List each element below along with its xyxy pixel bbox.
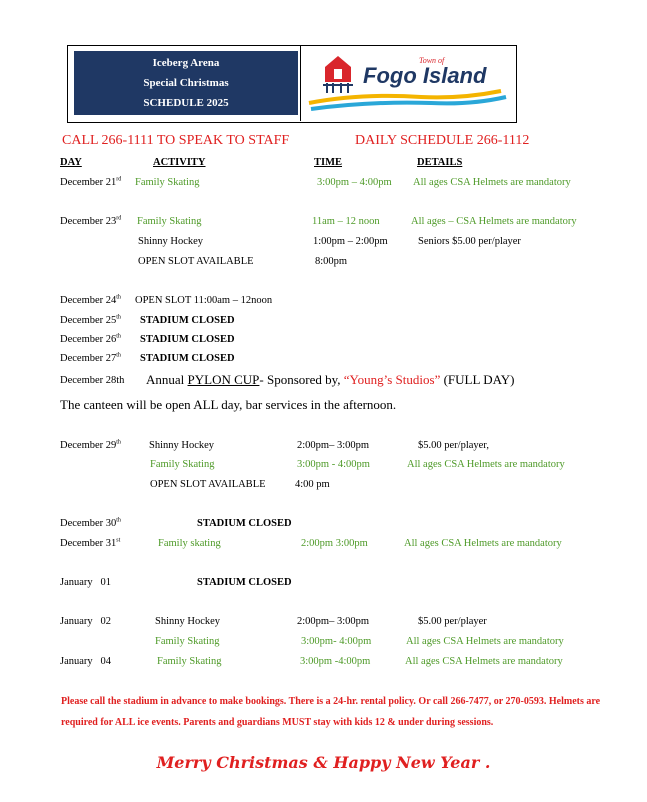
activity-cell: Family Skating xyxy=(157,656,222,667)
daily-schedule-phone: DAILY SCHEDULE 266-1112 xyxy=(355,133,530,148)
activity-cell: Shinny Hockey xyxy=(149,440,215,451)
time-cell: 3:00pm - 4:00pm xyxy=(297,459,370,470)
logo-name-text: Fogo Island xyxy=(363,63,487,88)
day-cell: December 23rd xyxy=(60,215,122,227)
day-cell: December 28th xyxy=(60,375,125,386)
day-cell: January 02 xyxy=(60,616,112,627)
activity-cell: OPEN SLOT 11:00am – 12noon xyxy=(135,295,273,306)
schedule-title-panel xyxy=(74,51,298,115)
staff-phone: CALL 266-1111 TO SPEAK TO STAFF xyxy=(62,133,290,148)
day-cell: January 01 xyxy=(60,577,112,588)
booking-policy-note: Please call the stadium in advance to make bookings. There is a 24-hr. rental policy. Or call 266-7477, or 270-0593. Helmets are required for ALL ice events. Parents and guardians MUST stay with kids 12 & under during sessions. xyxy=(61,696,601,728)
time-cell: 2:00pm– 3:00pm xyxy=(297,616,370,627)
details-cell: Seniors $5.00 per/player xyxy=(418,236,521,247)
activity-cell: STADIUM CLOSED xyxy=(140,334,235,345)
title-line-2: Special Christmas xyxy=(143,77,229,89)
time-cell: 8:00pm xyxy=(315,256,348,267)
time-cell: 3:00pm – 4:00pm xyxy=(317,177,392,188)
time-cell: 1:00pm – 2:00pm xyxy=(313,236,388,247)
holiday-greeting: Merry Christmas & Happy New Year . xyxy=(156,753,491,772)
day-cell: December 27th xyxy=(60,352,121,364)
time-cell: 3:00pm -4:00pm xyxy=(300,656,371,667)
pylon-cup-line: Annual PYLON CUP- Sponsored by, “Young’s Studios” (FULL DAY) xyxy=(146,372,515,387)
details-cell: $5.00 per/player, xyxy=(418,440,490,451)
activity-cell: STADIUM CLOSED xyxy=(197,577,292,588)
details-cell: All ages CSA Helmets are mandatory xyxy=(404,538,562,549)
details-cell: All ages CSA Helmets are mandatory xyxy=(406,636,564,647)
day-cell: December 25th xyxy=(60,314,121,326)
time-cell: 4:00 pm xyxy=(295,479,330,490)
day-cell: December 30th xyxy=(60,517,121,529)
activity-cell: Family skating xyxy=(158,538,221,549)
house-icon xyxy=(323,56,353,93)
title-line-3: SCHEDULE 2025 xyxy=(143,97,229,109)
activity-cell: OPEN SLOT AVAILABLE xyxy=(150,479,266,490)
activity-cell: OPEN SLOT AVAILABLE xyxy=(138,256,254,267)
logo-small-text: Town of xyxy=(419,56,445,65)
time-cell: 2:00pm 3:00pm xyxy=(301,538,368,549)
activity-cell: Shinny Hockey xyxy=(138,236,204,247)
activity-cell: STADIUM CLOSED xyxy=(140,353,235,364)
canteen-note: The canteen will be open ALL day, bar services in the afternoon. xyxy=(60,397,397,412)
column-time: TIME xyxy=(314,157,343,168)
activity-cell: STADIUM CLOSED xyxy=(140,315,235,326)
time-cell: 2:00pm– 3:00pm xyxy=(297,440,370,451)
column-details: DETAILS xyxy=(417,157,463,168)
column-activity: ACTIVITY xyxy=(153,157,206,168)
fogo-island-logo xyxy=(300,45,515,121)
activity-cell: STADIUM CLOSED xyxy=(197,518,292,529)
logo-graphic xyxy=(301,45,515,121)
details-cell: All ages CSA Helmets are mandatory xyxy=(405,656,563,667)
column-day: DAY xyxy=(60,157,82,168)
activity-cell: Family Skating xyxy=(135,177,200,188)
day-cell: December 29th xyxy=(60,439,121,451)
day-cell: December 31st xyxy=(60,537,121,549)
day-cell: December 24th xyxy=(60,294,121,306)
activity-cell: Family Skating xyxy=(150,459,215,470)
details-cell: All ages CSA Helmets are mandatory xyxy=(407,459,565,470)
details-cell: All ages – CSA Helmets are mandatory xyxy=(411,216,577,227)
day-cell: January 04 xyxy=(60,656,112,667)
details-cell: All ages CSA Helmets are mandatory xyxy=(413,177,571,188)
time-cell: 3:00pm- 4:00pm xyxy=(301,636,372,647)
activity-cell: Family Skating xyxy=(155,636,220,647)
day-cell: December 26th xyxy=(60,333,121,345)
day-cell: December 21rd xyxy=(60,176,122,188)
activity-cell: Family Skating xyxy=(137,216,202,227)
activity-cell: Shinny Hockey xyxy=(155,616,221,627)
title-line-1: Iceberg Arena xyxy=(152,57,220,69)
time-cell: 11am – 12 noon xyxy=(312,216,380,227)
details-cell: $5.00 per/player xyxy=(418,616,487,627)
